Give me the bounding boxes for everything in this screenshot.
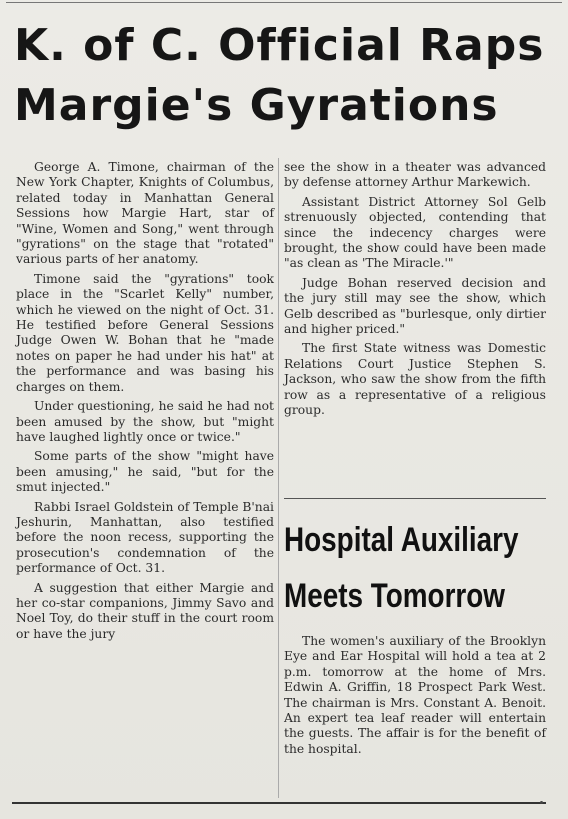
paragraph: The first State witness was Domestic Relations Court Justice Stephen S. Jackson, who saw the show from the fifth row as a representative of a religious group. xyxy=(284,341,546,418)
left-column xyxy=(16,160,274,646)
second-headline-line-1: Hospital Auxiliary xyxy=(284,521,519,559)
second-headline xyxy=(284,512,519,624)
main-headline xyxy=(14,16,554,136)
top-rule xyxy=(6,2,562,3)
paragraph: Rabbi Israel Goldstein of Temple B'nai Jeshurin, Manhattan, also testified before the noon recess, supporting the prosecution's condemnation of the performance of Oct. 31. xyxy=(16,499,274,576)
paragraph: A suggestion that either Margie and her co-star companions, Jimmy Savo and Noel Toy, do their stuff in the court room or have the jury xyxy=(16,580,274,641)
paragraph: George A. Timone, chairman of the New York Chapter, Knights of Columbus, related today in Manhattan General Sessions how Margie Hart, star of "Wine, Women and Song," went through "gyrations" on the stage that "rotated" various parts of her anatomy. xyxy=(16,160,274,267)
paragraph: see the show in a theater was advanced by defense attorney Arthur Markewich. xyxy=(284,160,546,190)
headline-line-2: Margie's Gyrations xyxy=(14,80,499,131)
print-dot xyxy=(540,801,543,804)
bottom-rule xyxy=(12,802,546,804)
article-separator xyxy=(284,498,546,499)
paragraph: Judge Bohan reserved decision and the jury still may see the show, which Gelb described as "burlesque, only dirtier and higher priced." xyxy=(284,275,546,337)
paragraph: Under questioning, he said he had not been amused by the show, but "might have laughed lightly once or twice." xyxy=(16,399,274,444)
hospital-article-body xyxy=(284,634,546,761)
headline-line-1: K. of C. Official Raps xyxy=(14,20,545,71)
paragraph: Timone said the "gyrations" took place in the "Scarlet Kelly" number, which he viewed on the night of Oct. 31. He testified before General Sessions Judge Owen W. Bohan that he "made notes on paper he had under his hat" at the performance and was basing his charges on them. xyxy=(16,271,274,394)
paragraph: Some parts of the show "might have been amusing," he said, "but for the smut injected." xyxy=(16,449,274,495)
column-divider xyxy=(278,158,279,798)
right-column xyxy=(284,160,546,423)
paragraph: The women's auxiliary of the Brooklyn Eye and Ear Hospital will hold a tea at 2 p.m. tomorrow at the home of Mrs. Edwin A. Griffin, 18 Prospect Park West. The chairman is Mrs. Constant A. Benoit. An expert tea leaf reader will entertain the guests. The affair is for the benefit of the hospital. xyxy=(284,634,546,756)
second-headline-line-2: Meets Tomorrow xyxy=(284,577,506,615)
paragraph: Assistant District Attorney Sol Gelb strenuously objected, contending that since the indecency charges were brought, the show could have been made "as clean as 'The Miracle.'" xyxy=(284,194,546,271)
